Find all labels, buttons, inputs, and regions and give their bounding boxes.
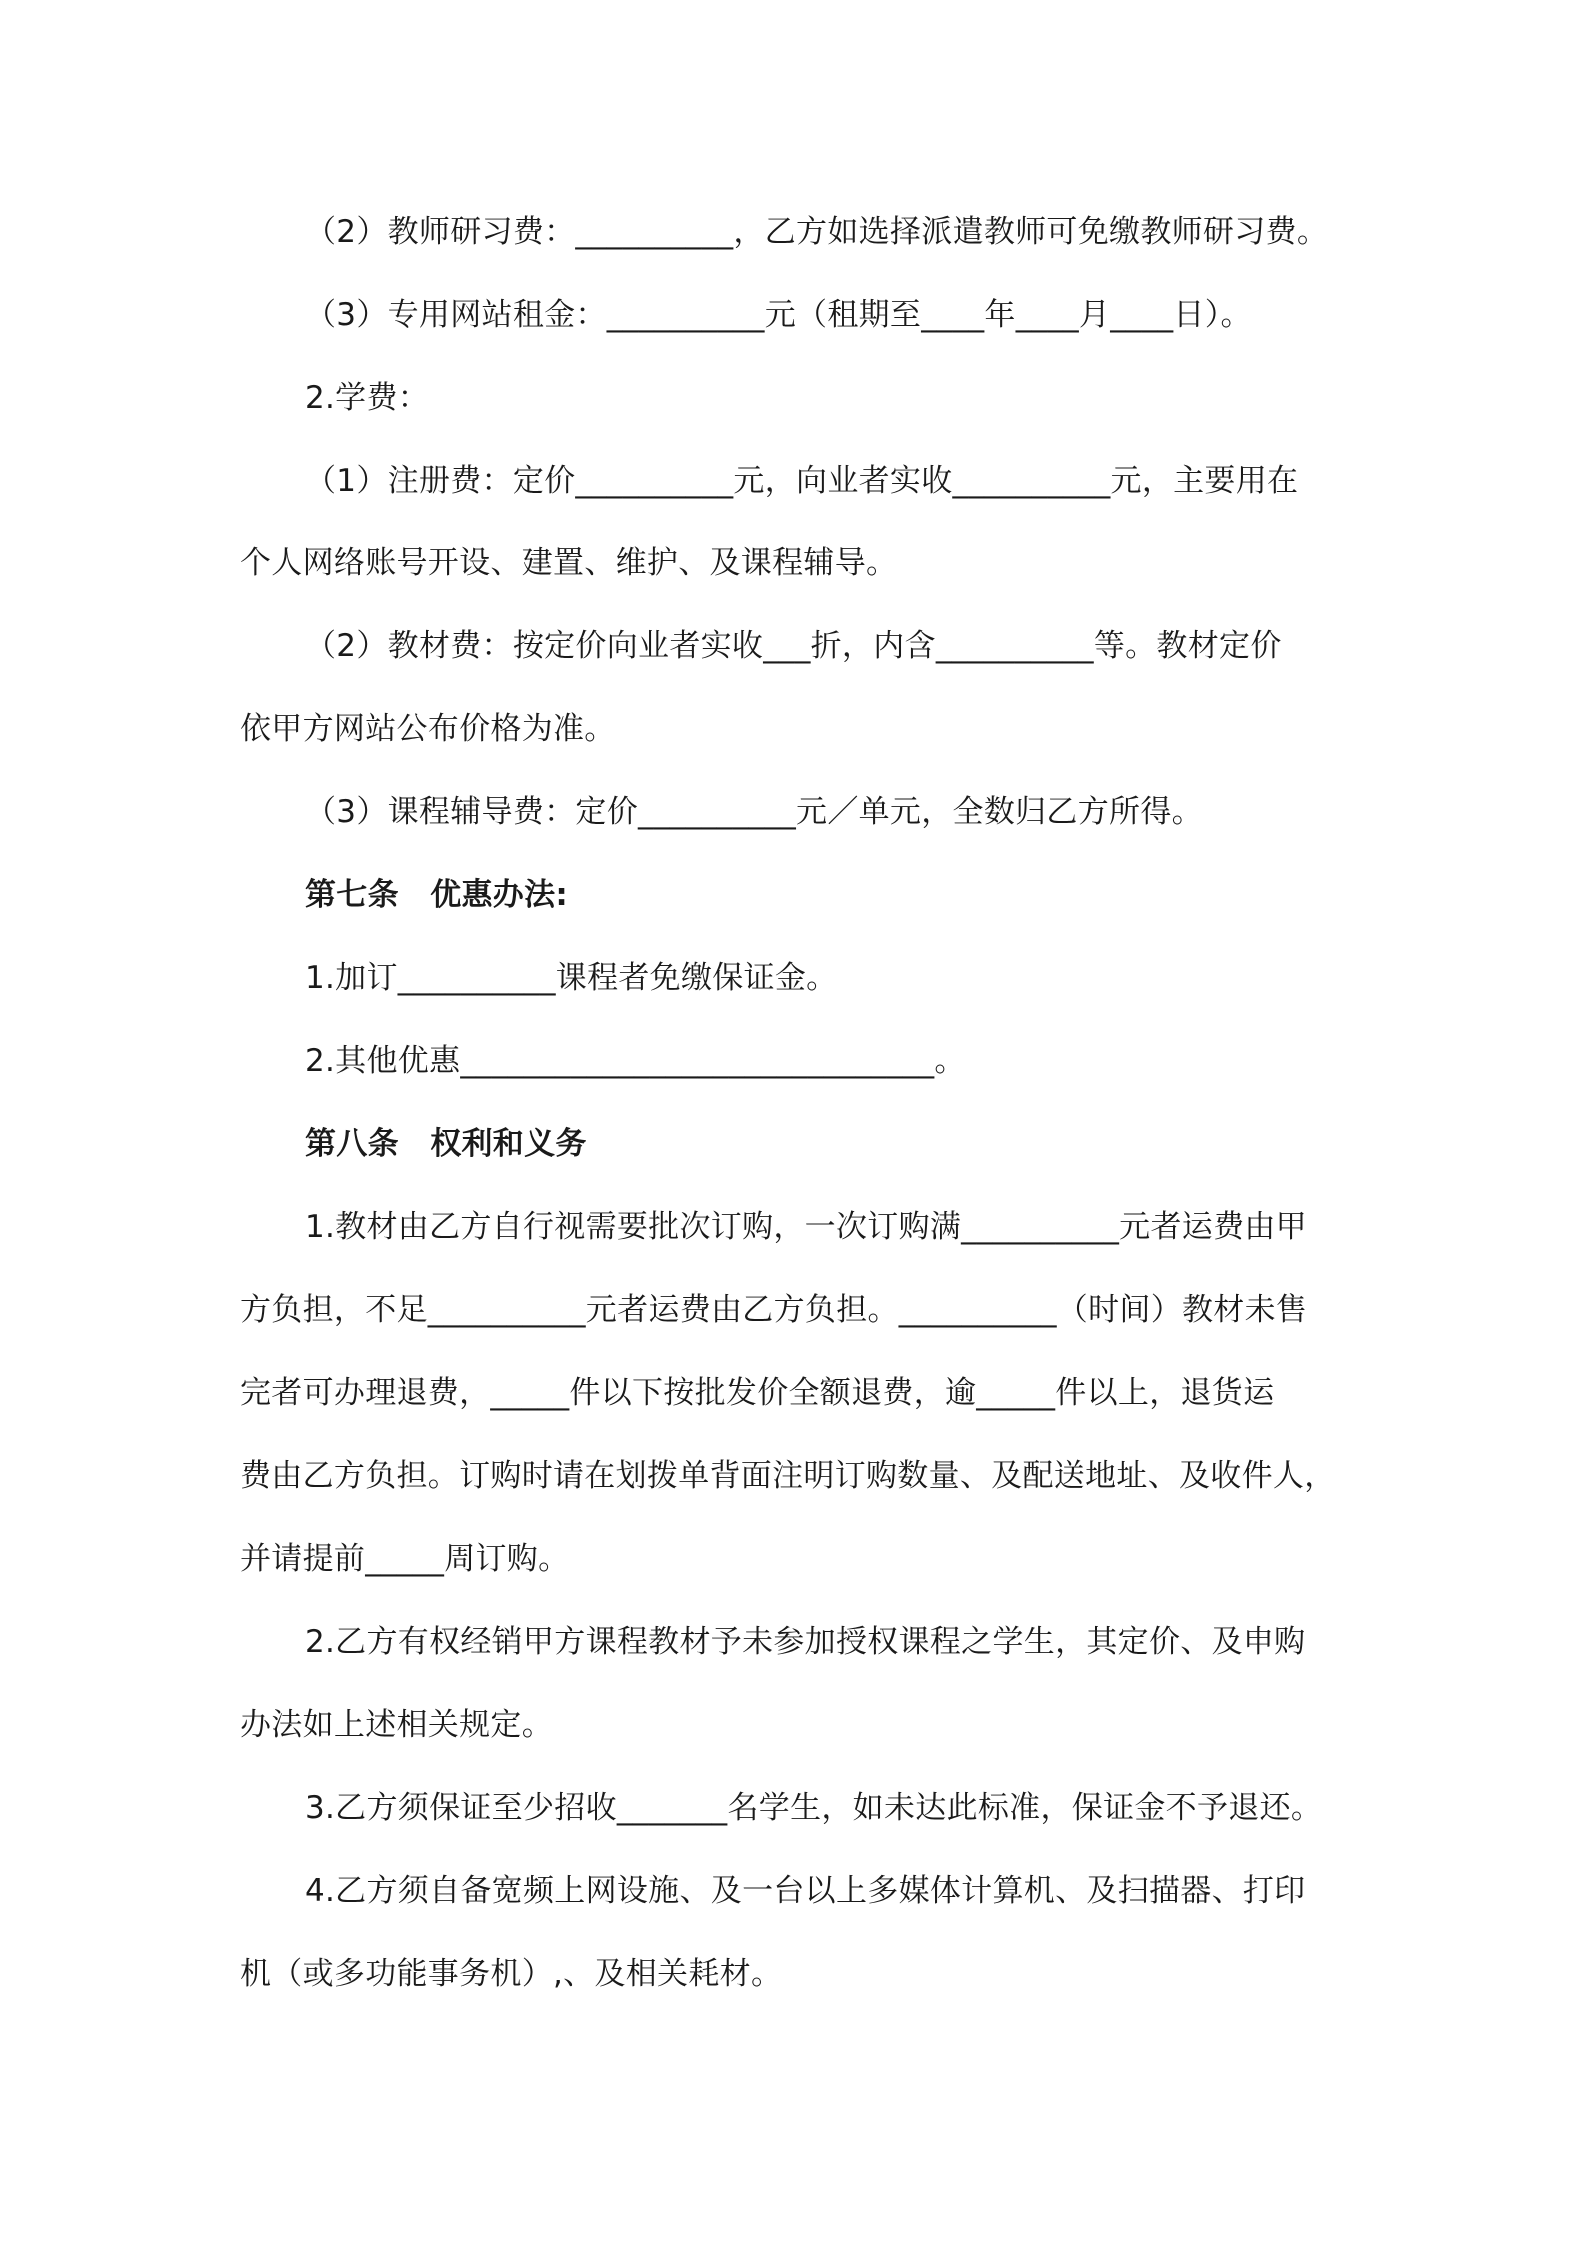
clause-rights-1-cont-b: 完者可办理退费，_____件以下按批发价全额退费，逾_____件以上，退货运	[240, 1375, 1275, 1411]
clause-rights-3: 3.乙方须保证至少招收_______名学生，如未达此标准，保证金不予退还。	[305, 1790, 1323, 1826]
clause-discount-2: 2.其他优惠______________________________。	[305, 1043, 966, 1079]
section-tuition-heading: 2.学费：	[305, 380, 430, 416]
clause-rights-1-cont-c: 费由乙方负担。订购时请在划拨单背面注明订购数量、及配送地址、及收件人，	[240, 1458, 1336, 1494]
clause-rights-4: 4.乙方须自备宽频上网设施、及一台以上多媒体计算机、及扫描器、打印	[305, 1873, 1306, 1909]
clause-registration-fee-cont: 个人网络账号开设、建置、维护、及课程辅导。	[240, 545, 898, 581]
article-eight-heading: 第八条 权利和义务	[305, 1126, 587, 1162]
clause-rights-2: 2.乙方有权经销甲方课程教材予未参加授权课程之学生，其定价、及申购	[305, 1624, 1306, 1660]
clause-material-fee: （2）教材费：按定价向业者实收___折，内含__________等。教材定价	[305, 628, 1282, 664]
clause-rights-2-cont: 办法如上述相关规定。	[240, 1707, 553, 1743]
clause-material-fee-cont: 依甲方网站公布价格为准。	[240, 711, 616, 747]
clause-rights-4-cont: 机（或多功能事务机）,、及相关耗材。	[240, 1956, 783, 1992]
clause-discount-1: 1.加订__________课程者免缴保证金。	[305, 960, 838, 996]
article-seven-heading: 第七条 优惠办法:	[305, 877, 569, 913]
clause-rights-1-cont-a: 方负担，不足__________元者运费由乙方负担。__________（时间）教材未售	[240, 1292, 1308, 1328]
clause-teacher-training-fee: （2）教师研习费：__________，乙方如选择派遣教师可免缴教师研习费。	[305, 214, 1329, 250]
clause-rights-1-cont-d: 并请提前_____周订购。	[240, 1541, 570, 1577]
clause-rights-1: 1.教材由乙方自行视需要批次订购，一次订购满__________元者运费由甲	[305, 1209, 1307, 1245]
clause-tutoring-fee: （3）课程辅导费：定价__________元／单元，全数归乙方所得。	[305, 794, 1203, 830]
clause-registration-fee: （1）注册费：定价__________元，向业者实收__________元，主要用在	[305, 463, 1299, 499]
clause-website-rent: （3）专用网站租金：__________元（租期至____年____月____日）。	[305, 297, 1252, 333]
